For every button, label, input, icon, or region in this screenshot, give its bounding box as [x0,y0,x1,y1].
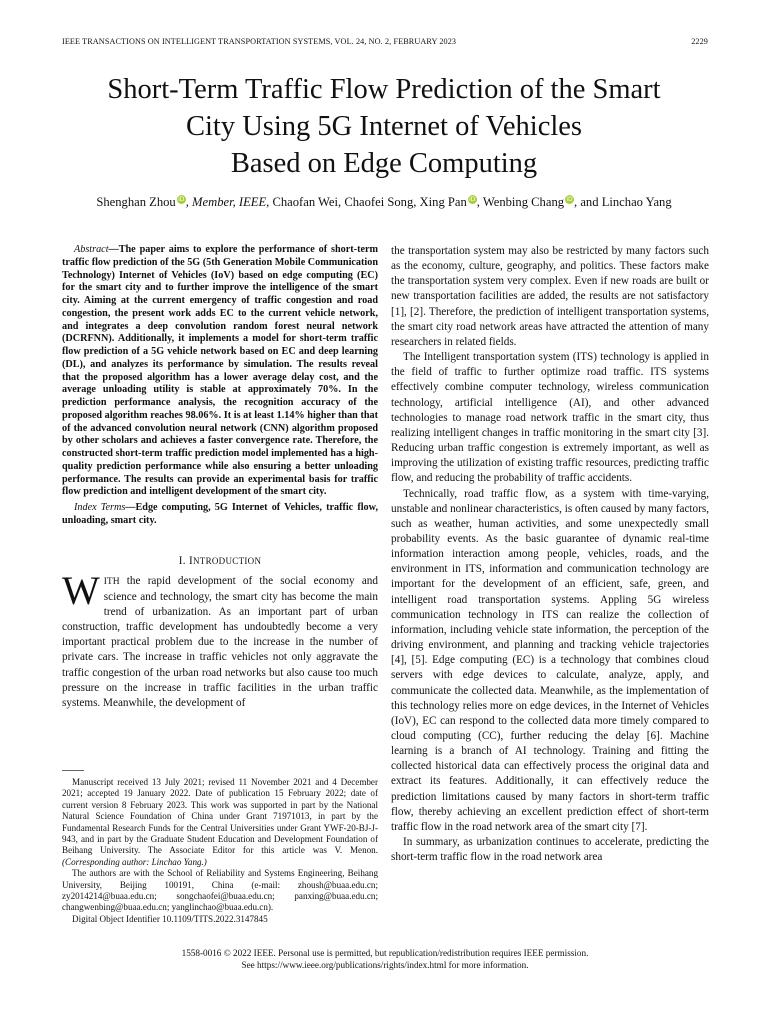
author-name: Shenghan Zhou [96,195,176,209]
author-name: Xing Pan [419,195,467,209]
copyright-line: See https://www.ieee.org/publications/rights/index.html for more information. [241,960,529,970]
author-membership: Member, IEEE [192,195,267,209]
running-head [62,37,708,49]
journal-name: IEEE TRANSACTIONS ON INTELLIGENT TRANSPORTATION SYSTEMS, VOL. 24, NO. 2, FEBRUARY 2023 [62,37,457,46]
manuscript-note [62,777,378,868]
author-separator: , and [574,195,602,209]
corresponding-author: (Corresponding author: Linchao Yang.) [62,856,207,867]
author-name: Linchao Yang [601,195,672,209]
footnote-rule [62,770,84,771]
title-line: Short-Term Traffic Flow Prediction of the Smart [107,74,661,105]
index-terms: Index Terms—Edge computing, 5G Internet of Vehicles, traffic flow, unloading, smart city. [62,502,378,526]
abstract-text: The paper aims to explore the performance of short-term traffic flow prediction of the 5G (5th Generation Mobile Communication Technology) Internet of Vehicles (IoV) based on edge computing (EC) for the smart city and to further improve the intelligence of the smart city. Aiming at the current emergency of traffic congestion and road congestion, the present work adds EC to the current vehicle network, and integrates a deep convolution random forest neural network (DCRFNN). Additionally, it implements a model for short-term traffic flow prediction of a 5G vehicle network based on EC and deep learning (DL), and analyzes its performance by simulation. The results reveal that the proposed algorithm has a lower average delay cost, and the average unloading utility is stable at approximately 70%. In the prediction performance analysis, the recognition accuracy of the proposed algorithm reaches 98.06%. It is at least 1.14% higher than that of the advanced convolution neural network (CNN) algorithm proposed by other scholars and achieves a faster convergence rate. Therefore, the constructed short-term traffic prediction model implemented has a high-quality prediction performance while also ensuring a better unloading performance. The results can provide an experimental basis for traffic flow prediction and intelligent development of the smart city. [62,244,378,498]
section-numeral: I. [178,554,189,567]
copyright-notice [62,947,708,971]
body-paragraph: The Intelligent transportation system (ITS) technology is applied in the field of traffic to further optimize road traffic. ITS systems effectively combine computer technology, wireless communication technology, artificial intelligence (AI), and other advanced technologies to manage road network traffic in the smart city, thus realizing intelligent changes in traffic monitoring in the smart city [3]. Reducing urban traffic congestion is extremely important, as well as improving the utilization of existing traffic resources, predicting traffic flow, and reducing the probability of traffic accidents. [391,351,709,485]
page-number: 2229 [691,37,708,46]
doi-note: Digital Object Identifier 10.1109/TITS.2022.3147845 [72,913,268,924]
manuscript-text: Manuscript received 13 July 2021; revised 11 November 2021 and 4 December 2021; accepted 19 January 2022. Date of publication 15 February 2022; date of current version 8 February 2023. This work was supported in part by the National Natural Science Foundation of China under Grant 71971013, in part by the Fundamental Research Funds for the Central Universities under Grant YWF-20-BJ-J-943, and in part by the Graduate Student Education and Development Foundation of Beihang University. The Associate Editor for this article was V. Menon. [62,777,378,856]
drop-cap: W [62,567,100,613]
body-paragraph: In summary, as urbanization continues to accelerate, predicting the short-term traffic flow in the road network area [391,836,709,864]
author-name: Chaofan Wei [272,195,339,209]
right-column [391,244,709,865]
author-name: Chaofei Song [344,195,414,209]
intro-paragraph [62,567,378,711]
orcid-icon[interactable]: iD [178,196,185,203]
intro-text: the rapid development of the social economy and science and technology, the smart city has become the main trend of urbanization. As an important part of urban construction, traffic development has undoubtedly become a very important practical problem due to the increase in the number of private cars. The increase in traffic vehicles not only aggravate the traffic congestion of the urban road networks but also cause too much pressure on the increase in traffic facilities in the urban traffic systems. Meanwhile, the development of [62,574,378,709]
section-title-rest: NTRODUCTION [192,555,262,566]
left-column [62,244,378,711]
index-terms-label: Index Terms [74,502,126,513]
section-heading [62,554,378,569]
index-terms-text: Edge computing, 5G Internet of Vehicles, traffic flow, unloading, smart city. [62,502,378,526]
orcid-icon[interactable]: iD [566,196,573,203]
title-line: Based on Edge Computing [230,148,538,179]
copyright-line: 1558-0016 © 2022 IEEE. Personal use is permitted, but republication/redistribution requires IEEE permission. [181,948,589,958]
footnotes [62,777,378,925]
section-initial: I [188,554,193,567]
affiliation-note: The authors are with the School of Reliability and Systems Engineering, Beihang University, Beijing 100191, China (e-mail: zhoush@buaa.edu.cn; zy2014214@buaa.edu.cn; songchaofei@buaa.edu.cn; panxing@buaa.edu.cn; changwenbing@buaa.edu.cn; yanglinchao@buaa.edu.cn). [62,868,378,913]
abstract: Abstract—The paper aims to explore the performance of short-term traffic flow prediction of the 5G (5th Generation Mobile Communication Technology) Internet of Vehicles (IoV) based on edge computing (EC) for the smart city and to further improve the intelligence of the smart city. Aiming at the current emergency of traffic congestion and road congestion, the present work adds EC to the current vehicle network, and integrates a deep convolution random forest neural network (DCRFNN). Additionally, it implements a model for short-term traffic flow prediction of a 5G vehicle network based on EC and deep learning (DL), and analyzes its performance by simulation. The results reveal that the proposed algorithm has a lower average delay cost, and the average unloading utility is stable at approximately 70%. In the prediction performance analysis, the recognition accuracy of the proposed algorithm reaches 98.06%. It is at least 1.14% higher than that of the advanced convolution neural network (CNN) algorithm proposed by other scholars and achieves a faster convergence rate. Therefore, the constructed short-term traffic prediction model implemented has a high-quality prediction performance while also ensuring a better unloading performance. The results can provide an experimental basis for traffic flow prediction and intelligent development of the smart city. [62,244,378,498]
body-paragraph: the transportation system may also be restricted by many factors such as the economy, culture, geography, and politics. These factors make the transportation system very complex. Even if new roads are built or new transportation facilities are added, the results are not satisfactory [1], [2]. Therefore, the prediction of intelligent transportation systems, the smart city road network areas have attracted the attention of many researchers in related fields. [391,245,709,348]
paper-title [40,71,728,182]
intro-smallcaps: ITH [103,576,120,587]
abstract-label: Abstract [74,244,109,255]
author-list: Shenghan Zhou iD, Member, IEEE, Chaofan Wei, Chaofei Song, Xing Pan iD, Wenbing Chang iD, and Linchao Yang [96,195,672,209]
orcid-icon[interactable]: iD [469,196,476,203]
title-line: City Using 5G Internet of Vehicles [185,111,583,142]
body-paragraph: Technically, road traffic flow, as a system with time-varying, unstable and nonlinear characteristics, is often caused by many factors, such as weather, human activities, and some unexpectedly small probability events. As the basic guarantee of dynamic real-time information interaction among people, vehicles, roads, and the environment in ITS, information and communication technology are important for the development of an efficient, safe, green, and intelligent road transportation systems. Appling 5G wireless communication technology in ITS can realize the collection of information, including vehicle state information, the perception of the driving environment, and planning and tracking vehicle trajectories [4], [5]. Edge computing (EC) is a technology that combines cloud servers with edge devices to calculate, analyze, apply, and communicate the collected data. Meanwhile, as the implementation of this technology relies more on edge devices, in the Internet of Vehicles (IoV), EC can respond to the collected data more timely compared to cloud computing (CC), further reducing the delay [6]. Machine learning is a branch of AI technology. Training and fitting the collected historical data can effectively process the original data and extract its features. Additionally, it can effectively reduce the prediction limitations caused by many factors in short-term traffic flow, thereby achieving an excellent prediction effect of short-term traffic flow in the road network area of the smart city [7]. [391,487,709,833]
author-name: Wenbing Chang [482,195,565,209]
